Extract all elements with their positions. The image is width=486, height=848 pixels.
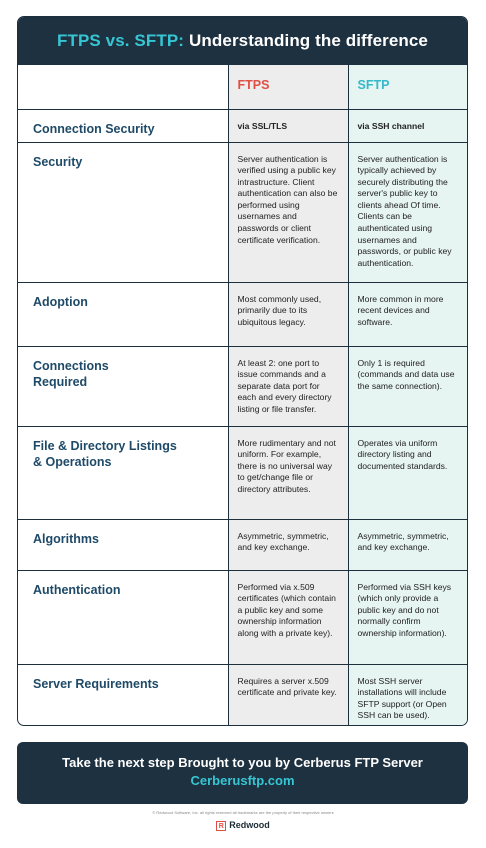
page-title xyxy=(18,17,467,65)
column-header-sftp: SFTP xyxy=(348,65,468,109)
ftps-cell: Most commonly used, primarily due to its ubiquitous legacy. xyxy=(228,282,348,346)
sftp-cell: via SSH channel xyxy=(348,109,468,142)
row-label: Adoption xyxy=(18,282,228,346)
table-row xyxy=(18,142,468,282)
title-rest: Understanding the difference xyxy=(189,31,428,50)
row-label: Authentication xyxy=(18,570,228,664)
cta-link[interactable]: Cerberusftp.com xyxy=(190,773,295,788)
cta-text: Take the next step Brought to you by Cerberus FTP Server xyxy=(62,755,423,770)
ftps-cell: via SSL/TLS xyxy=(228,109,348,142)
row-label: Connections Required xyxy=(18,346,228,426)
copyright-text: © Redwood Software, Inc. all rights reserved all trademarks are the property of their respective owners xyxy=(152,810,334,815)
table-row xyxy=(18,109,468,142)
ftps-cell: More rudimentary and not uniform. For example, there is no universal way to get/change file or directory attributes. xyxy=(228,426,348,519)
row-label: File & Directory Listings & Operations xyxy=(18,426,228,519)
sftp-cell: Server authentication is typically achieved by securely distributing the server's public key to clients ahead Of time. Clients can be authenticated using usernames and passwords, or public key authentication. xyxy=(348,142,468,282)
table-row xyxy=(18,570,468,664)
table-row xyxy=(18,426,468,519)
brand-logo xyxy=(0,820,486,831)
ftps-cell: At least 2: one port to issue commands and a separate data port for each and every directory listing or file transfer. xyxy=(228,346,348,426)
row-label: Algorithms xyxy=(18,519,228,570)
table-row xyxy=(18,664,468,726)
ftps-cell: Asymmetric, symmetric, and key exchange. xyxy=(228,519,348,570)
sftp-cell: Operates via uniform directory listing and documented standards. xyxy=(348,426,468,519)
title-accent: FTPS vs. SFTP: xyxy=(57,31,185,50)
table-row xyxy=(18,346,468,426)
row-label: Security xyxy=(18,142,228,282)
comparison-card xyxy=(17,16,468,726)
sftp-cell: Most SSH server installations will include SFTP support (or Open SSH can be used). xyxy=(348,664,468,726)
brand-name: Redwood xyxy=(229,820,270,830)
comparison-table xyxy=(18,65,468,726)
column-header-ftps: FTPS xyxy=(228,65,348,109)
table-row xyxy=(18,519,468,570)
redwood-logo-icon: R xyxy=(216,821,226,831)
ftps-cell: Server authentication is verified using a public key intrastructure. Client authentication can also be performed using usernames and passwords or client certificate verification. xyxy=(228,142,348,282)
header-row xyxy=(18,65,468,109)
row-label: Server Requirements xyxy=(18,664,228,726)
row-label: Connection Security xyxy=(18,109,228,142)
sftp-cell: Only 1 is required (commands and data use the same connection). xyxy=(348,346,468,426)
ftps-cell: Requires a server x.509 certificate and private key. xyxy=(228,664,348,726)
header-empty-cell xyxy=(18,65,228,109)
ftps-cell: Performed via x.509 certificates (which contain a public key and some ownership information along with a private key). xyxy=(228,570,348,664)
cta-banner xyxy=(17,742,468,804)
sftp-cell: Performed via SSH keys (which only provide a public key and do not normally confirm ownership information). xyxy=(348,570,468,664)
sftp-cell: More common in more recent devices and software. xyxy=(348,282,468,346)
sftp-cell: Asymmetric, symmetric, and key exchange. xyxy=(348,519,468,570)
table-row xyxy=(18,282,468,346)
